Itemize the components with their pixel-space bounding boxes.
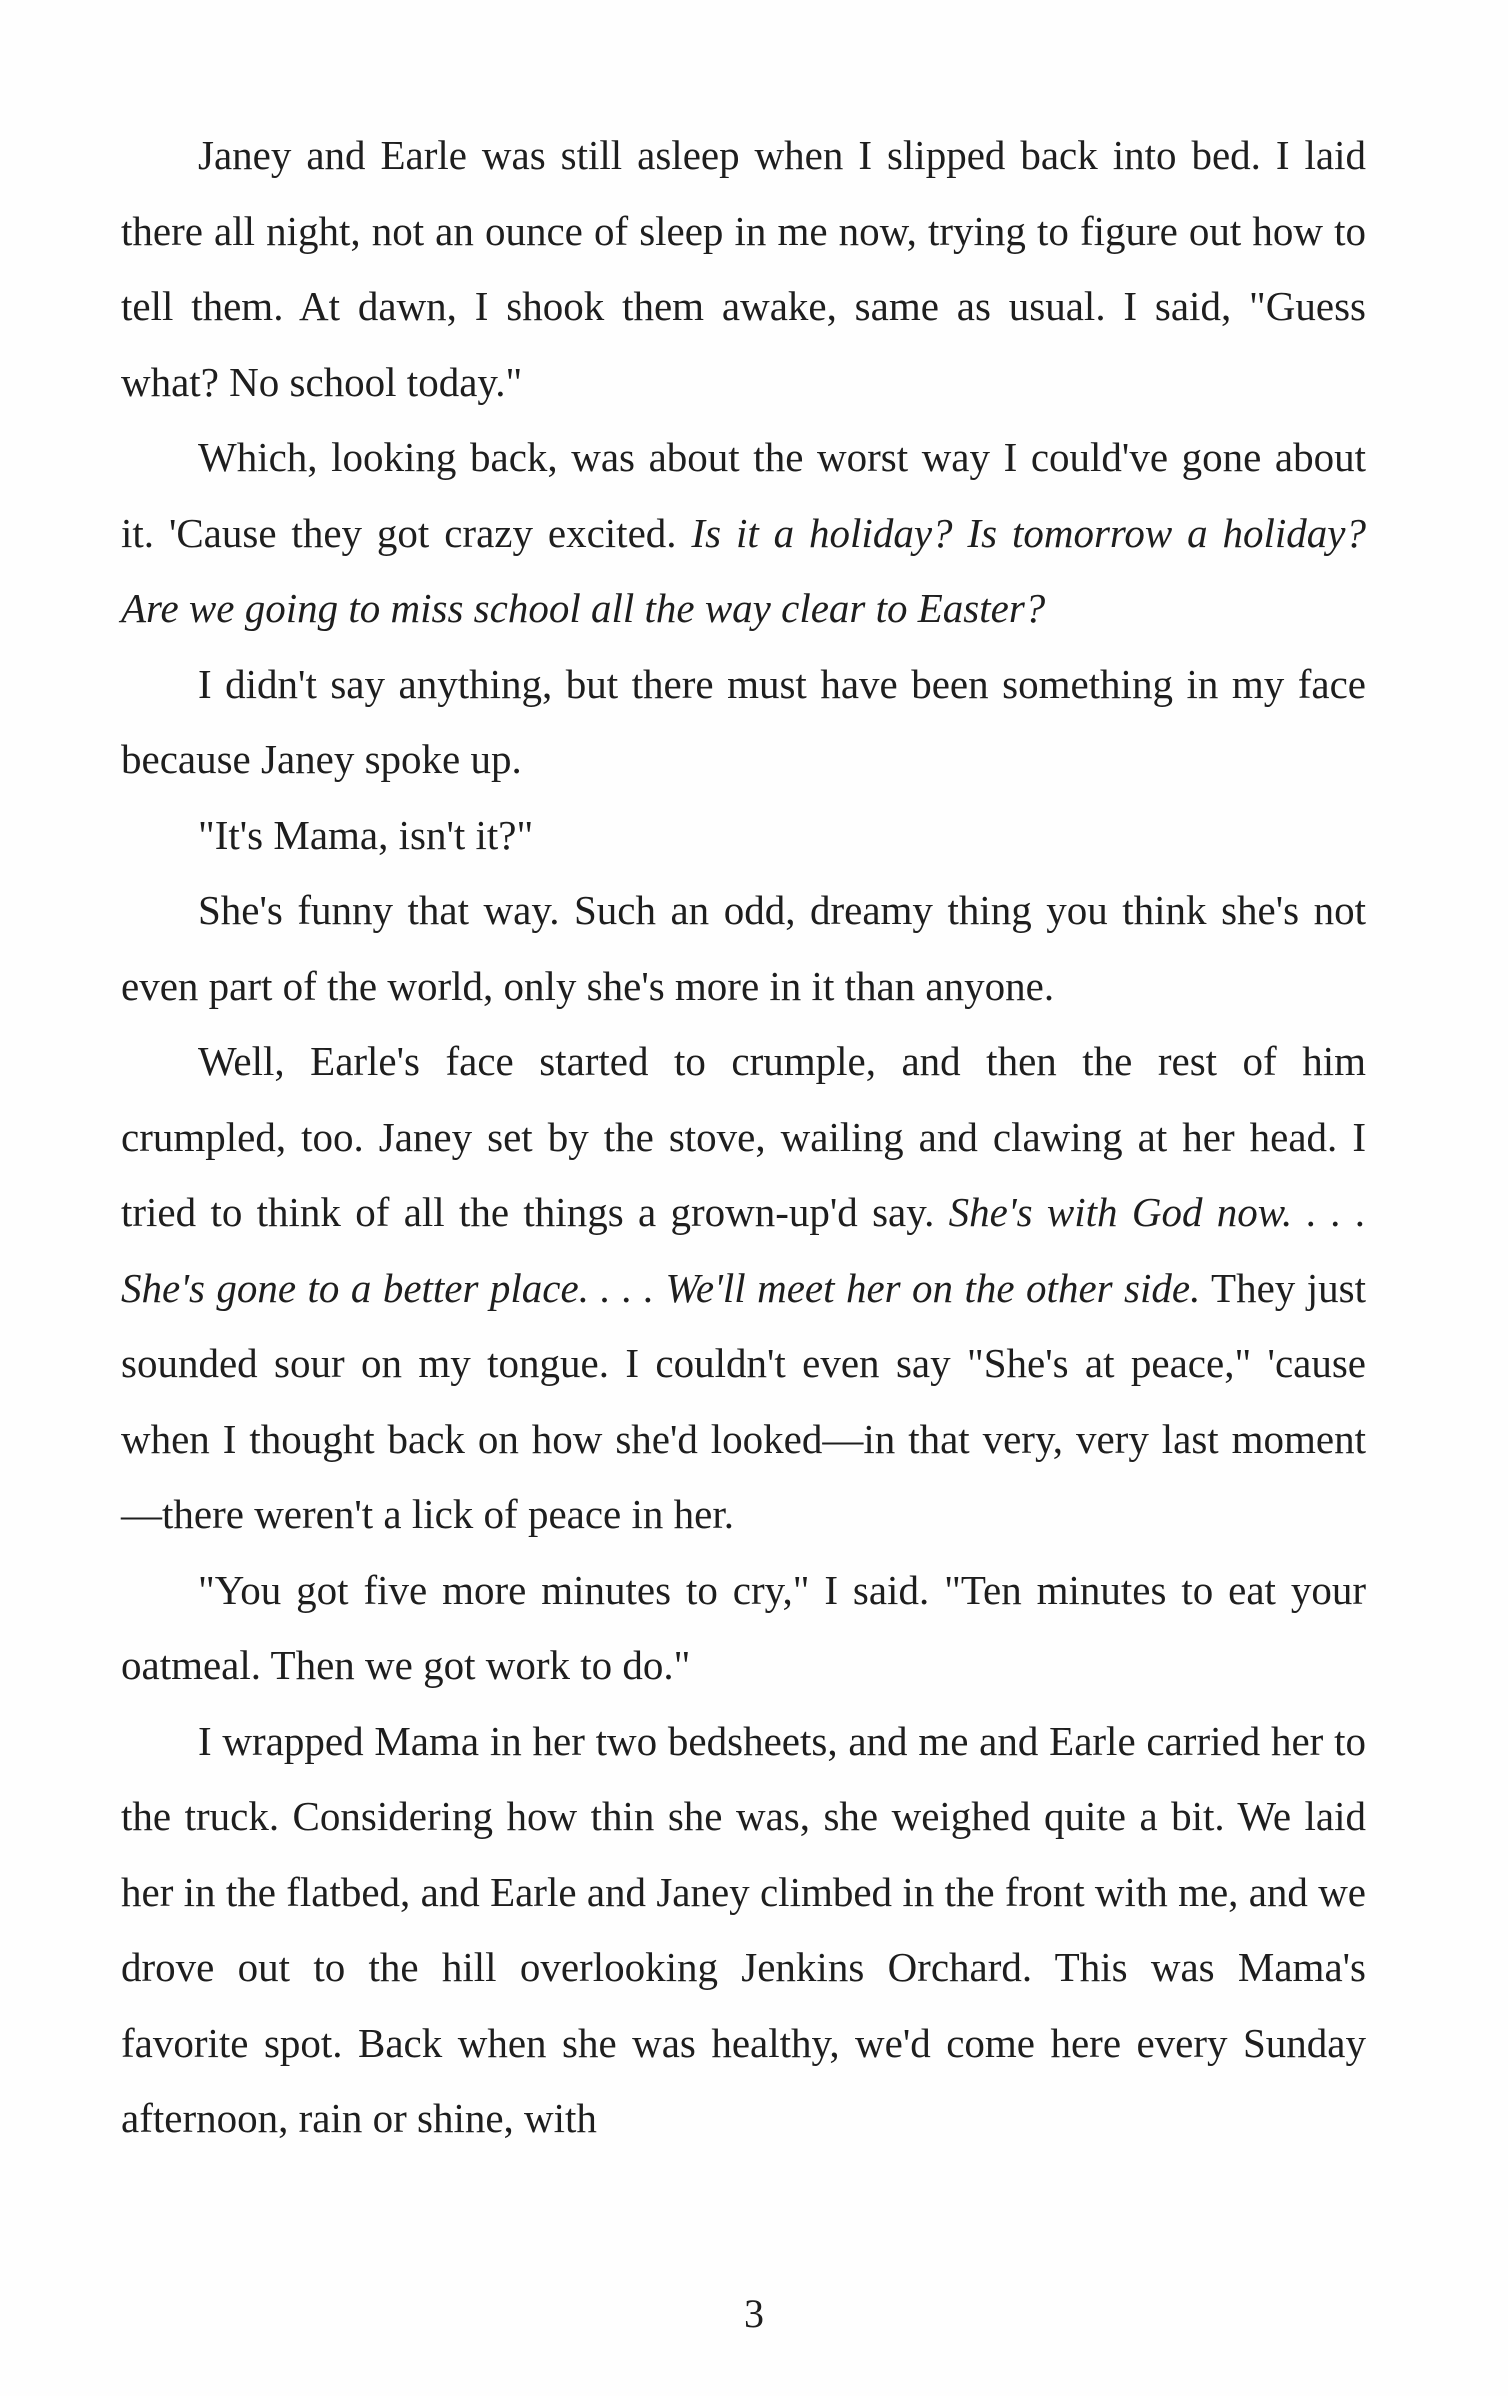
page-number: 3 xyxy=(744,2291,764,2336)
italic-text: She's with God now. . . . She's gone to a better place. . . . We'll meet her on the other side. xyxy=(121,1189,1367,1311)
body-text xyxy=(121,118,1366,2157)
paragraph-text: Well, Earle's face started to crumple, and then the rest of him crumpled, too. Janey set by the stove, wailing and clawing at her head. I tried to think of all the things a grown-up'd say. xyxy=(121,1038,1366,1235)
paragraph-8 xyxy=(121,1704,1366,2157)
paragraph-7 xyxy=(121,1553,1366,1704)
italic-text: Is it a holiday? Is tomorrow a holiday? Are we going to miss school all the way clear to Easter? xyxy=(121,509,1366,631)
paragraph-text: Janey and Earle was still asleep when I slipped back into bed. I laid there all night, not an ounce of sleep in me now, trying to figure out how to tell them. At dawn, I shook them awake, same as usual. I said, "Guess what? No school today." xyxy=(121,132,1366,405)
paragraph-text: They just sounded sour on my tongue. I couldn't even say "She's at peace," 'cause when I thought back on how she'd looked—in that very, very last moment—there weren't a lick of peace in her. xyxy=(121,1264,1366,1537)
paragraph-3 xyxy=(121,647,1366,798)
paragraph-6 xyxy=(121,1024,1366,1553)
paragraph-text: I wrapped Mama in her two bedsheets, and me and Earle carried her to the truck. Considering how thin she was, she weighed quite a bit. We laid her in the flatbed, and Earle and Janey climbed in the front with me, and we drove out to the hill overlooking Jenkins Orchard. This was Mama's favorite spot. Back when she was healthy, we'd come here every Sunday afternoon, rain or shine, with xyxy=(121,1717,1366,2141)
paragraph-5 xyxy=(121,873,1366,1024)
paragraph-text: "It's Mama, isn't it?" xyxy=(198,811,534,858)
paragraph-text: "You got five more minutes to cry," I said. "Ten minutes to eat your oatmeal. Then we got work to do." xyxy=(121,1566,1366,1688)
paragraph-1 xyxy=(121,118,1366,420)
paragraph-text: Which, looking back, was about the worst way I could've gone about it. 'Cause they got crazy excited. xyxy=(121,434,1366,556)
paragraph-4 xyxy=(121,798,1366,874)
paragraph-text: I didn't say anything, but there must have been something in my face because Janey spoke up. xyxy=(121,660,1366,782)
paragraph-text: She's funny that way. Such an odd, dreamy thing you think she's not even part of the world, only she's more in it than anyone. xyxy=(121,887,1366,1009)
paragraph-2 xyxy=(121,420,1366,647)
